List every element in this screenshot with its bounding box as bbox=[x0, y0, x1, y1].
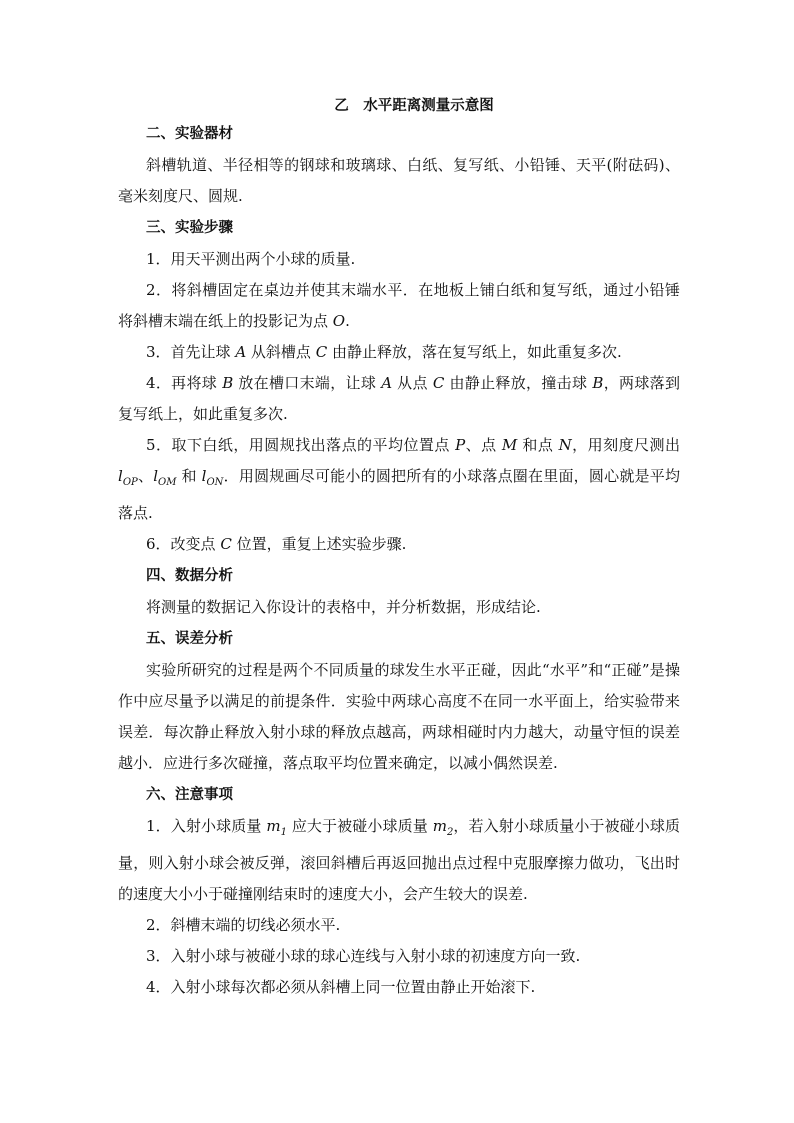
step-5: 5．取下白纸，用圆规找出落点的平均位置点 P、点 M 和点 N，用刻度尺测出 $l_{OP}$、$l_{OM}$ 和 $l_{ON}$．用圆规画尽可能小的圆把所有的小球落点圈在里面，圆心就是平均落点. bbox=[118, 436, 680, 522]
note-4: 4．入射小球每次都必须从斜槽上同一位置由静止开始滚下. bbox=[146, 978, 536, 996]
section-heading-equipment: 二、实验器材 bbox=[146, 125, 233, 142]
section-heading-steps: 三、实验步骤 bbox=[146, 219, 233, 236]
error-analysis-paragraph: 实验所研究的过程是两个不同质量的球发生水平正碰，因此“水平”和“正碰”是操作中应尽量予以满足的前提条件．实验中两球心高度不在同一水平面上，给实验带来误差．每次静止释放入射小球的释放点越高，两球相碰时内力越大，动量守恒的误差越小．应进行多次碰撞，落点取平均位置来确定，以减小偶然误差. bbox=[118, 661, 680, 772]
note-1: 1．入射小球质量 $m_1$ 应大于被碰小球质量 $m_2$，若入射小球质量小于被碰小球质量，则入射小球会被反弹，滚回斜槽后再返回抛出点过程中克服摩擦力做功，飞出时的速度大小小于碰撞刚结束时的速度大小，会产生较大的误差. bbox=[118, 817, 680, 903]
step-3: 3．首先让球 A 从斜槽点 C 由静止释放，落在复写纸上，如此重复多次. bbox=[146, 343, 622, 361]
section-heading-error-analysis: 五、误差分析 bbox=[146, 630, 233, 647]
step-6: 6．改变点 C 位置，重复上述实验步骤. bbox=[146, 535, 407, 553]
equipment-paragraph: 斜槽轨道、半径相等的钢球和玻璃球、白纸、复写纸、小铅锤、天平(附砝码)、毫米刻度尺、圆规. bbox=[118, 156, 680, 205]
step-2: 2．将斜槽固定在桌边并使其末端水平．在地板上铺白纸和复写纸，通过小铅锤将斜槽末端在纸上的投影记为点 O. bbox=[118, 281, 680, 330]
figure-caption: 乙 水平距离测量示意图 bbox=[334, 97, 494, 114]
data-analysis-paragraph: 将测量的数据记入你设计的表格中，并分析数据，形成结论. bbox=[146, 598, 541, 616]
step-1: 1．用天平测出两个小球的质量. bbox=[146, 250, 356, 268]
step-4: 4．再将球 B 放在槽口末端，让球 A 从点 C 由静止释放，撞击球 B，两球落到复写纸上，如此重复多次. bbox=[118, 374, 680, 423]
section-heading-notes: 六、注意事项 bbox=[146, 786, 233, 803]
note-2: 2．斜槽末端的切线必须水平. bbox=[146, 916, 341, 934]
section-heading-data-analysis: 四、数据分析 bbox=[146, 567, 233, 584]
note-3: 3．入射小球与被碰小球的球心连线与入射小球的初速度方向一致. bbox=[146, 947, 581, 965]
document-page bbox=[118, 96, 680, 1003]
